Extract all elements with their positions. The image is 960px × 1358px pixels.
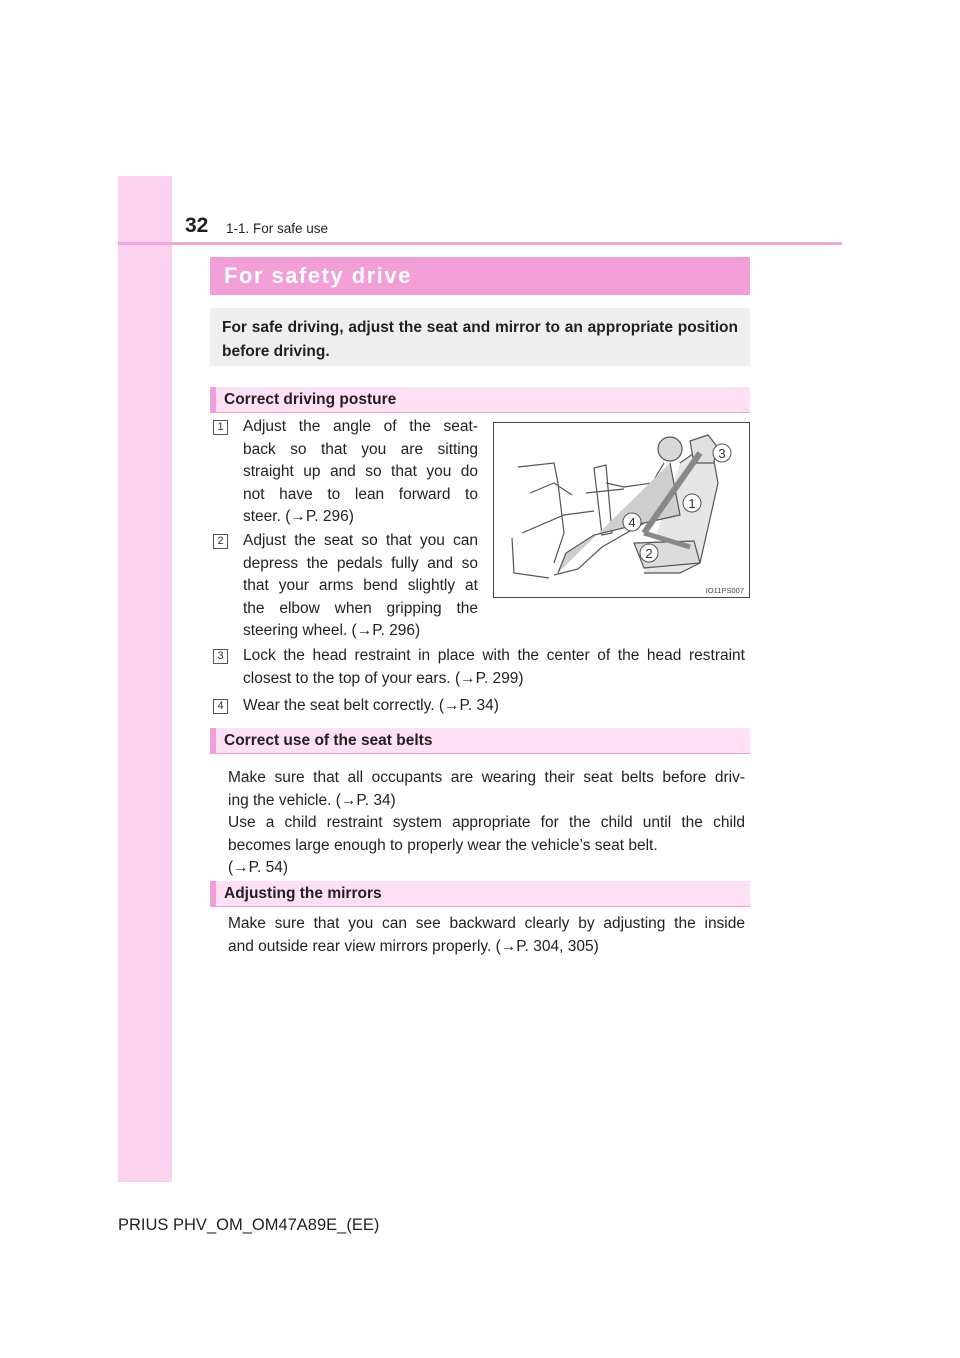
text-line: back so that you are sitting — [243, 440, 478, 458]
text-line: the elbow when gripping the — [243, 599, 478, 617]
intro-box — [210, 308, 750, 366]
text-line: and outside rear view mirrors properly. (→P. 304, 305) — [228, 937, 599, 955]
callout-2: 2 — [645, 546, 653, 561]
text-line: straight up and so that you do — [243, 463, 478, 480]
posture-item-3 — [243, 645, 745, 690]
posture-item-2 — [243, 530, 478, 643]
page-title: For safety drive — [224, 263, 412, 288]
text-line: not have to lean forward to — [243, 485, 478, 503]
section-heading-posture — [210, 387, 750, 413]
text-line: steering wheel. (→P. 296) — [243, 622, 421, 639]
section-heading-seatbelts — [210, 728, 750, 754]
section-heading-label: Adjusting the mirrors — [224, 885, 382, 902]
section-heading-label: Correct use of the seat belts — [224, 732, 433, 749]
section-heading-label: Correct driving posture — [224, 391, 397, 408]
text-line: Make sure that you can see backward clearly by adjusting the inside — [228, 915, 745, 932]
text-line: steer. (→P. 296) — [243, 508, 354, 525]
text-line: depress the pedals fully and so — [243, 554, 478, 572]
title-bar — [210, 257, 750, 295]
text-line: (→P. 54) — [228, 859, 289, 876]
text-line: closest to the top of your ears. (→P. 299) — [243, 669, 524, 687]
section-heading-mirrors — [210, 881, 750, 907]
callout-3: 3 — [718, 446, 726, 461]
item-number: 4 — [213, 699, 228, 714]
header-rule — [118, 242, 842, 245]
page-number: 32 — [185, 214, 209, 237]
running-head: 1-1. For safe use — [226, 221, 329, 236]
callout-1: 1 — [688, 496, 696, 511]
mirrors-paragraph — [228, 913, 745, 958]
item-number: 3 — [213, 649, 228, 664]
item-number: 1 — [213, 420, 228, 435]
driving-posture-figure — [493, 422, 750, 598]
callout-4: 4 — [628, 515, 636, 530]
intro-text: For safe driving, adjust the seat and mirror to an appropriate position before driving. — [222, 319, 738, 360]
text-line: Make sure that all occupants are wearing their seat belts before driv- — [228, 769, 745, 786]
seatbelts-paragraph — [228, 767, 745, 880]
posture-item-4 — [243, 695, 745, 718]
text-line: Wear the seat belt correctly. (→P. 34) — [243, 697, 499, 714]
driving-posture-illustration — [494, 423, 749, 597]
text-line: Adjust the seat so that you can — [243, 532, 478, 549]
text-line: ing the vehicle. (→P. 34) — [228, 791, 396, 809]
text-line: that your arms bend slightly at — [243, 577, 478, 594]
footer-document-code: PRIUS PHV_OM_OM47A89E_(EE) — [118, 1216, 380, 1234]
text-line: Adjust the angle of the seat- — [243, 418, 478, 435]
text-line: Lock the head restraint in place with the center of the head restraint — [243, 647, 745, 664]
text-line: becomes large enough to properly wear the vehicle’s seat belt. — [228, 836, 658, 854]
page-sidebar-tab — [118, 176, 172, 1182]
figure-code: IO11PS007 — [705, 586, 744, 595]
posture-item-1 — [243, 416, 478, 529]
item-number: 2 — [213, 534, 228, 549]
text-line: Use a child restraint system appropriate for the child until the child — [228, 814, 745, 831]
